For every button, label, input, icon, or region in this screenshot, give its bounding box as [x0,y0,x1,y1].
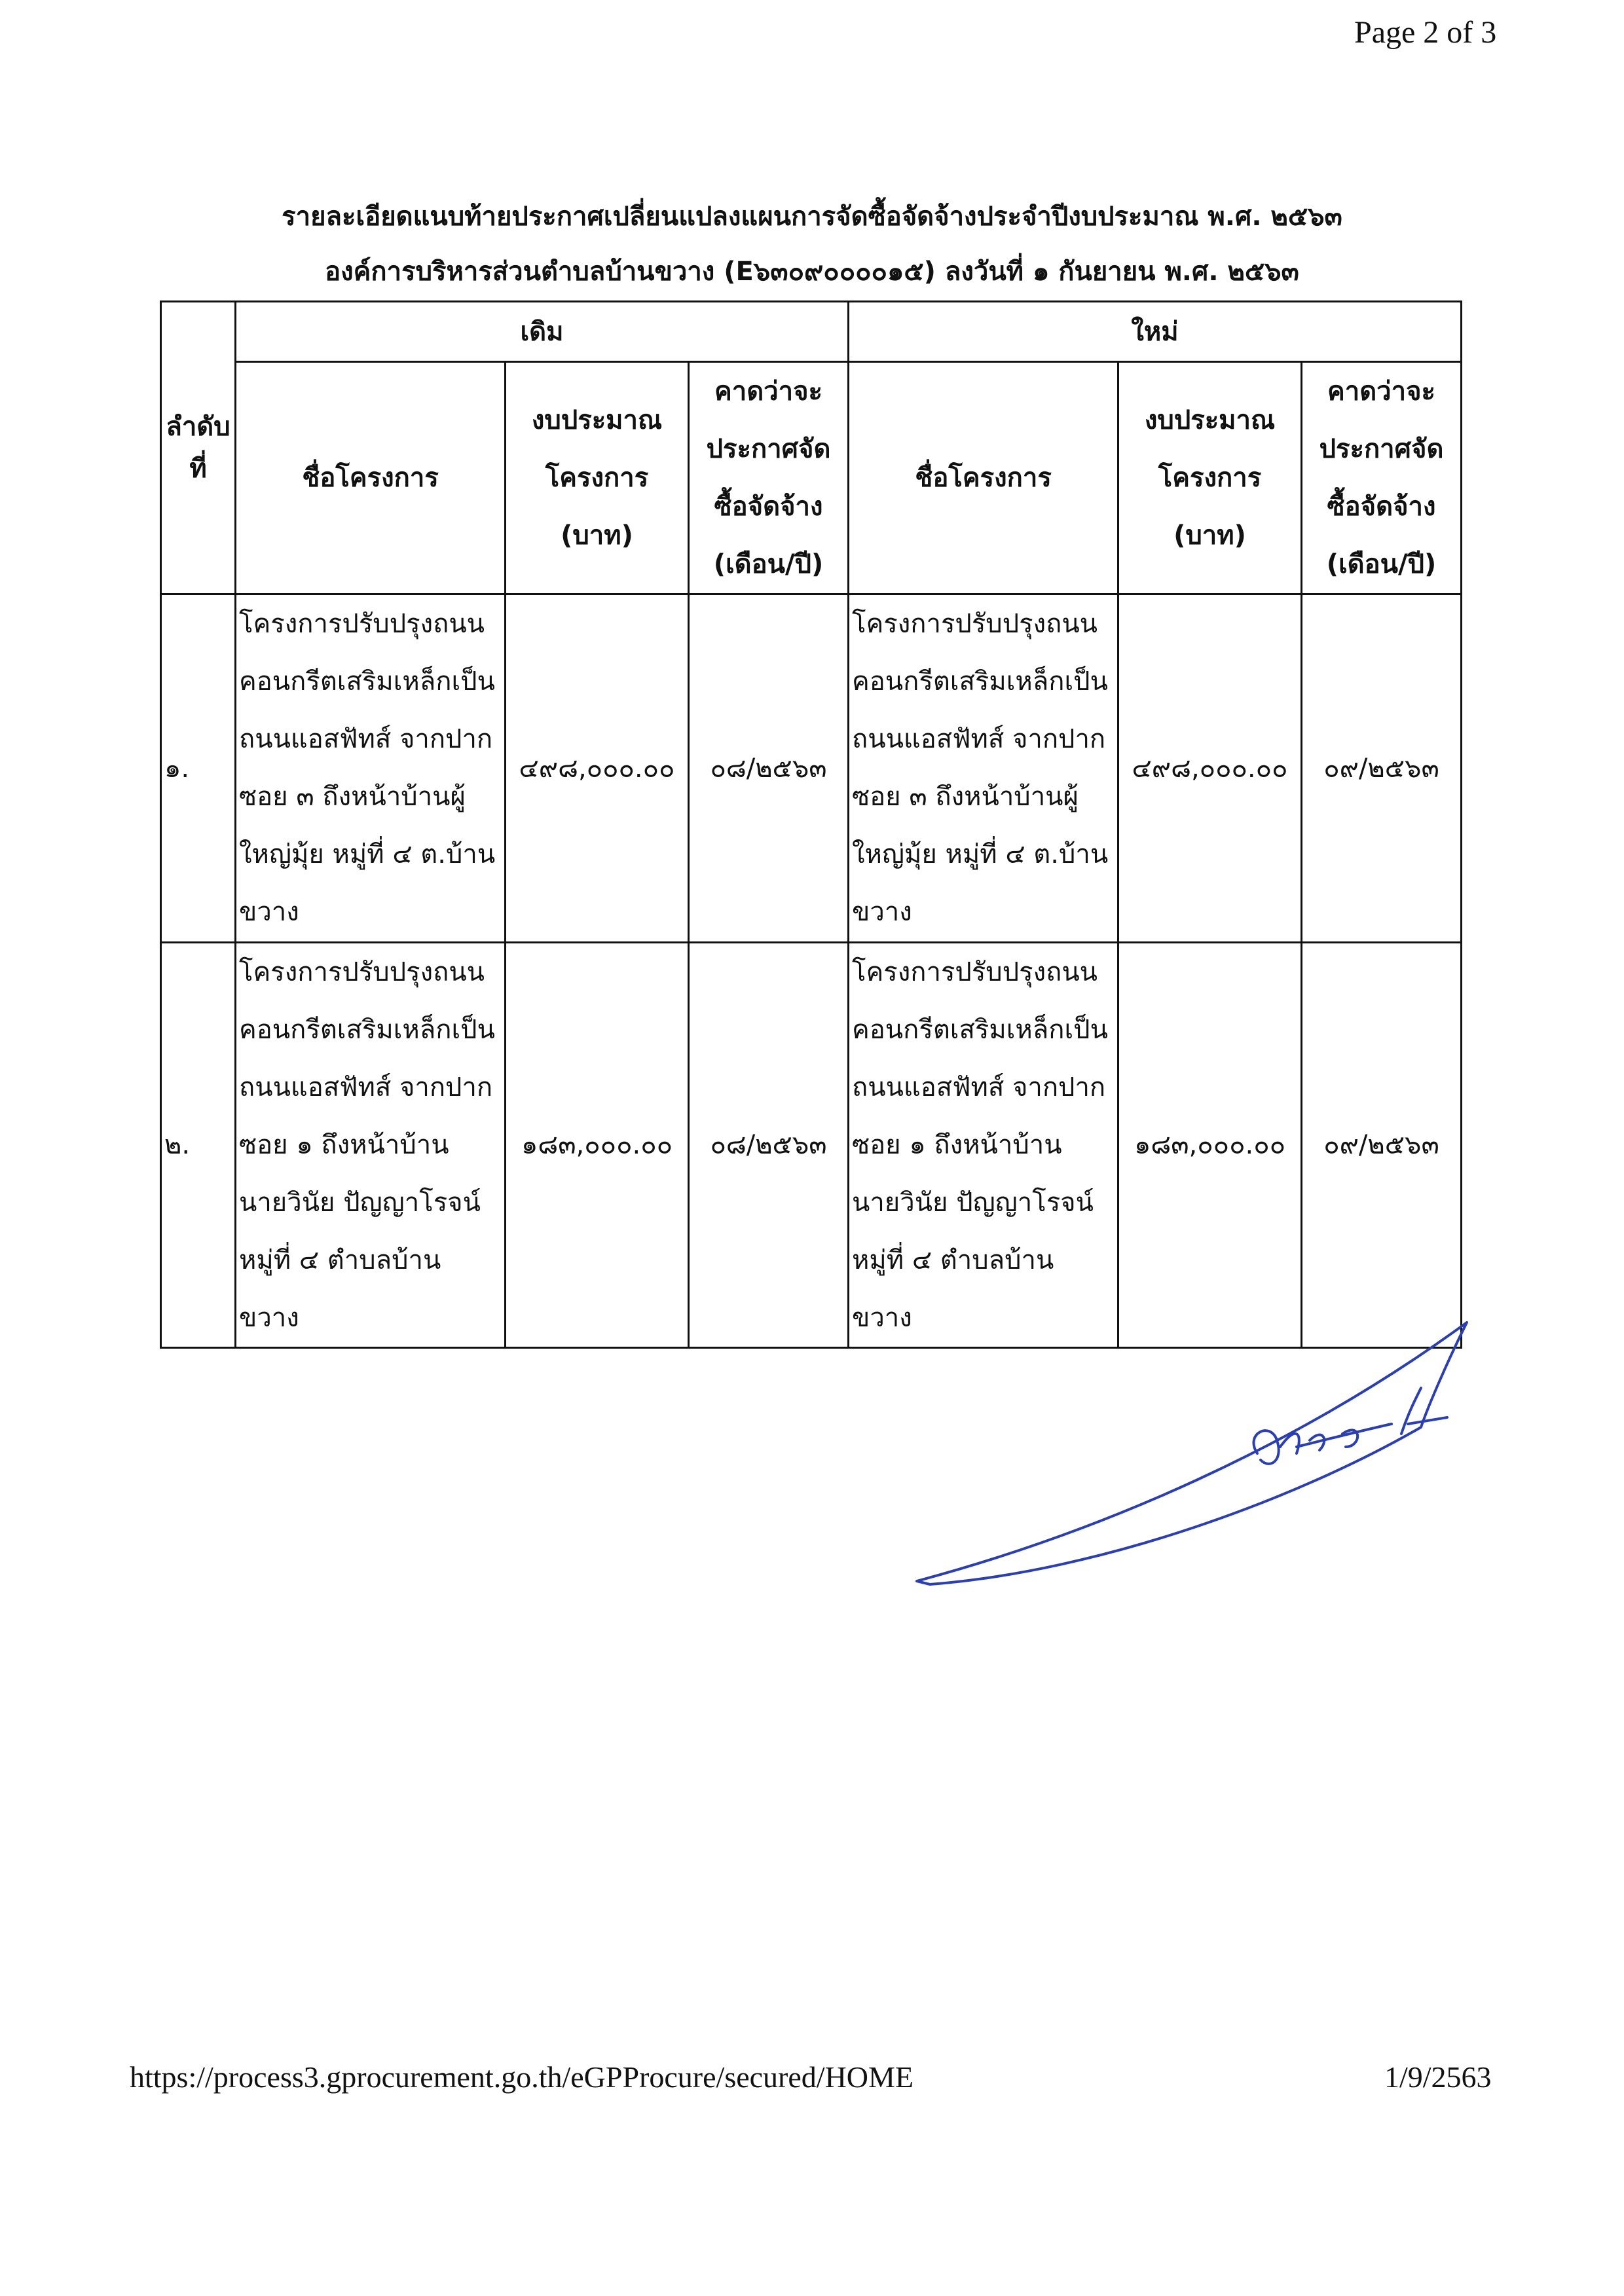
old-expected-date: ๐๘/๒๕๖๓ [689,594,849,943]
new-budget: ๔๙๘,๐๐๐.๐๐ [1118,594,1302,943]
header-old-expected: คาดว่าจะ ประกาศจัด ซื้อจัดจ้าง (เดือน/ปี) [689,362,849,594]
header-old-budget: งบประมาณ โครงการ (บาท) [506,362,689,594]
handwritten-signature [904,1283,1532,1597]
header-group-new: ใหม่ [849,302,1462,362]
page-number: Page 2 of 3 [1354,15,1497,50]
new-budget: ๑๘๓,๐๐๐.๐๐ [1118,943,1302,1348]
new-expected-date: ๐๙/๒๕๖๓ [1302,594,1462,943]
old-expected-date: ๐๘/๒๕๖๓ [689,943,849,1348]
procurement-plan-table [160,301,1462,1349]
header-new-project-name: ชื่อโครงการ [849,362,1118,594]
row-seq: ๑. [161,594,236,943]
old-project-name: โครงการปรับปรุงถนน คอนกรีตเสริมเหล็กเป็น ถนนแอสฟัทส์ จากปาก ซอย ๓ ถึงหน้าบ้านผู้ ใหญ่มุ้ย หมู่ที่ ๔ ต.บ้าน ขวาง [236,594,506,943]
header-new-expected: คาดว่าจะ ประกาศจัด ซื้อจัดจ้าง (เดือน/ปี) [1302,362,1462,594]
document-title-line-2: องค์การบริหารส่วนตำบลบ้านขวาง (E๖๓๐๙๐๐๐๐๑๕) ลงวันที่ ๑ กันยายน พ.ศ. ๒๕๖๓ [325,257,1299,287]
new-project-name: โครงการปรับปรุงถนน คอนกรีตเสริมเหล็กเป็น ถนนแอสฟัทส์ จากปาก ซอย ๓ ถึงหน้าบ้านผู้ ใหญ่มุ้ย หมู่ที่ ๔ ต.บ้าน ขวาง [849,594,1118,943]
new-expected-date: ๐๙/๒๕๖๓ [1302,943,1462,1348]
new-project-name: โครงการปรับปรุงถนน คอนกรีตเสริมเหล็กเป็น ถนนแอสฟัทส์ จากปาก ซอย ๑ ถึงหน้าบ้าน นายวินัย ปัญญาโรจน์ หมู่ที่ ๔ ตำบลบ้าน ขวาง [849,943,1118,1348]
footer-url: https://process3.gprocurement.go.th/eGPProcure/secured/HOME [130,2060,914,2094]
table-row [161,594,1462,943]
old-budget: ๑๘๓,๐๐๐.๐๐ [506,943,689,1348]
row-seq: ๒. [161,943,236,1348]
header-group-old: เดิม [236,302,849,362]
header-new-budget: งบประมาณ โครงการ (บาท) [1118,362,1302,594]
document-title-line-1: รายละเอียดแนบท้ายประกาศเปลี่ยนแปลงแผนการจัดซื้อจัดจ้างประจำปีงบประมาณ พ.ศ. ๒๕๖๓ [282,202,1342,232]
header-old-project-name: ชื่อโครงการ [236,362,506,594]
old-project-name: โครงการปรับปรุงถนน คอนกรีตเสริมเหล็กเป็น ถนนแอสฟัทส์ จากปาก ซอย ๑ ถึงหน้าบ้าน นายวินัย ปัญญาโรจน์ หมู่ที่ ๔ ตำบลบ้าน ขวาง [236,943,506,1348]
header-seq: ลำดับ ที่ [161,302,236,594]
old-budget: ๔๙๘,๐๐๐.๐๐ [506,594,689,943]
signature-strokes [917,1322,1467,1584]
footer-date: 1/9/2563 [1384,2060,1492,2094]
